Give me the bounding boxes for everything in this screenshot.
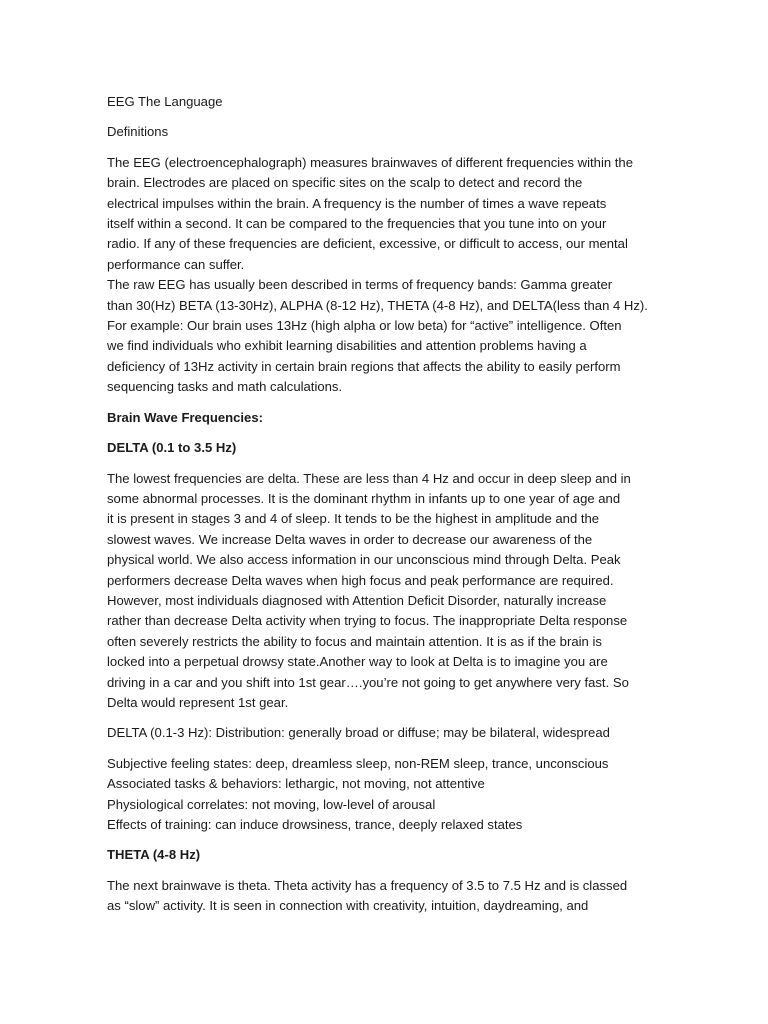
text-line: The next brainwave is theta. Theta activity has a frequency of 3.5 to 7.5 Hz and is classed <box>107 877 628 893</box>
intro-paragraph <box>107 153 663 275</box>
document-page <box>107 92 663 927</box>
text-line: slowest waves. We increase Delta waves in order to decrease our awareness of the <box>107 531 593 547</box>
text-line: brain. Electrodes are placed on specific sites on the scalp to detect and record the <box>107 175 583 191</box>
text-line: as “slow” activity. It is seen in connection with creativity, intuition, daydreaming, and <box>107 898 589 914</box>
text-line: However, most individuals diagnosed with Attention Deficit Disorder, naturally increase <box>107 592 607 608</box>
text-line: itself within a second. It can be compared to the frequencies that you tune into on your <box>107 216 607 232</box>
text-line: some abnormal processes. It is the dominant rhythm in infants up to one year of age and <box>107 490 621 506</box>
text-line: we find individuals who exhibit learning disabilities and attention problems having a <box>107 338 587 354</box>
text-line: performers decrease Delta waves when high focus and peak performance are required. <box>107 572 614 588</box>
text-line: it is present in stages 3 and 4 of sleep. It tends to be the highest in amplitude and the <box>107 511 600 527</box>
brainwave-frequencies-heading: Brain Wave Frequencies: <box>107 409 263 425</box>
text-line: often severely restricts the ability to focus and maintain attention. It is as if the brain is <box>107 633 602 649</box>
text-line: physical world. We also access information in our unconscious mind through Delta. Peak <box>107 552 621 568</box>
text-line: The raw EEG has usually been described in terms of frequency bands: Gamma greater <box>107 277 613 293</box>
delta-paragraph <box>107 469 663 714</box>
text-line: performance can suffer. <box>107 256 245 272</box>
delta-heading: DELTA (0.1 to 3.5 Hz) <box>107 440 237 456</box>
text-line: than 30(Hz) BETA (13-30Hz), ALPHA (8-12 Hz), THETA (4-8 Hz), and DELTA(less than 4 Hz). <box>107 297 648 313</box>
document-title: EEG The Language <box>107 94 223 109</box>
delta-attributes-list <box>107 754 663 836</box>
list-item: Effects of training: can induce drowsiness, trance, deeply relaxed states <box>107 817 523 832</box>
text-line: sequencing tasks and math calculations. <box>107 379 343 395</box>
definitions-heading: Definitions <box>107 124 169 140</box>
text-line: radio. If any of these frequencies are deficient, excessive, or difficult to access, our mental <box>107 236 628 252</box>
text-line: driving in a car and you shift into 1st gear….you’re not going to get anywhere very fast. So <box>107 674 629 690</box>
raw-eeg-paragraph <box>107 275 663 397</box>
text-line: The lowest frequencies are delta. These are less than 4 Hz and occur in deep sleep and in <box>107 470 631 486</box>
list-item: Associated tasks & behaviors: lethargic, not moving, not attentive <box>107 776 485 792</box>
list-item: Subjective feeling states: deep, dreamless sleep, non-REM sleep, trance, unconscious <box>107 755 609 771</box>
text-line: locked into a perpetual drowsy state.Another way to look at Delta is to imagine you are <box>107 654 608 670</box>
text-line: Delta would represent 1st gear. <box>107 694 289 710</box>
theta-heading: THETA (4-8 Hz) <box>107 847 201 863</box>
text-line: The EEG (electroencephalograph) measures brainwaves of different frequencies within the <box>107 154 633 170</box>
theta-paragraph <box>107 876 663 917</box>
text-line: deficiency of 13Hz activity in certain brain regions that affects the ability to easily perform <box>107 358 621 374</box>
list-item: Physiological correlates: not moving, low-level of arousal <box>107 796 436 812</box>
delta-distribution: DELTA (0.1-3 Hz): Distribution: generally broad or diffuse; may be bilateral, widespread <box>107 725 610 741</box>
text-line: For example: Our brain uses 13Hz (high alpha or low beta) for “active” intelligence. Often <box>107 318 622 334</box>
text-line: rather than decrease Delta activity when trying to focus. The inappropriate Delta response <box>107 613 628 629</box>
text-line: electrical impulses within the brain. A frequency is the number of times a wave repeats <box>107 195 607 211</box>
